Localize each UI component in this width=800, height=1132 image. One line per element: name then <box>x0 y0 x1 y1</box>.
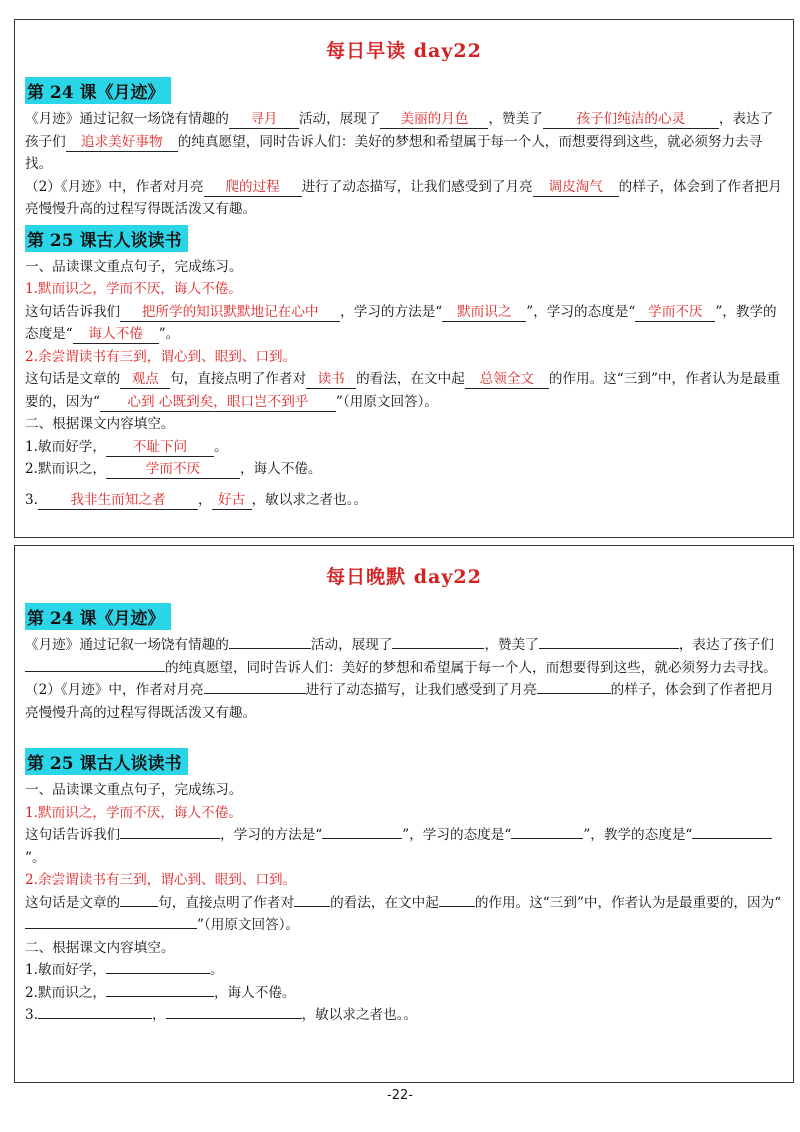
empty-blank[interactable] <box>229 648 311 649</box>
evening-section1-heading: 一、品读课文重点句子，完成练习。 <box>25 782 243 798</box>
morning-quote2-question: 这句话是文章的 观点 句，直接点明了作者对 读书 的看法，在文中起 总领全文 的作用。这“三到”中，作者认为是最重要的，因为“ 心到 心既到矣，眼口岂不到乎 ”（用原文回答）。 <box>25 371 781 410</box>
empty-blank[interactable] <box>166 1018 302 1019</box>
morning-lesson24-para1: 《月迹》通过记叙一场饶有情趣的 寻月 活动，展现了 美丽的月色 ，赞美了 孩子们纯洁的心灵 ，表达了孩子们 追求美好事物 的纯真愿望，同时告诉人们：美好的梦想和希望属于每一个人，而想要得到这些，就必须努力去寻找。 <box>25 111 774 172</box>
evening-lesson24-para1: 《月迹》通过记叙一场饶有情趣的 活动，展现了 ，赞美了 ，表达了孩子们的纯真愿望，同时告诉人们：美好的梦想和希望属于每一个人，而想要得到这些，就必须努力去寻找。 <box>25 637 777 676</box>
morning-section2-heading: 二、根据课文内容填空。 <box>25 416 175 432</box>
answer-blank: 读书 <box>306 370 356 389</box>
empty-blank[interactable] <box>392 648 484 649</box>
answer-blank: 美丽的月色 <box>380 110 488 129</box>
empty-blank[interactable] <box>38 1018 152 1019</box>
morning-section1-heading: 一、品读课文重点句子，完成练习。 <box>25 258 243 275</box>
answer-blank: 寻月 <box>229 110 299 129</box>
answer-blank: 爬的过程 <box>204 178 302 197</box>
answer-blank: 好古 <box>212 491 252 510</box>
empty-blank[interactable] <box>106 996 214 997</box>
evening-lesson24-para2: （2）《月迹》中，作者对月亮 进行了动态描写，让我们感受到了月亮 的样子，体会到了作者把月亮慢慢升高的过程写得既活泼又有趣。 <box>25 682 774 721</box>
empty-blank[interactable] <box>439 906 475 907</box>
morning-lesson24-para2: （2）《月迹》中，作者对月亮 爬的过程 进行了动态描写，让我们感受到了月亮 调皮淘气 的样子，体会到了作者把月亮慢慢升高的过程写得既活泼又有趣。 <box>25 178 782 217</box>
morning-quote1-question: 这句话告诉我们 把所学的知识默默地记在心中 ，学习的方法是“ 默而识之 ”，学习的态度是“ 学而不厌 ”，教学的态度是“ 诲人不倦 ”。 <box>25 303 777 342</box>
morning-fill3: 3. 我非生而知之者 ， 好古 ，敏以求之者也。。 <box>25 491 368 508</box>
evening-quote1: 1.默而识之，学而不厌，诲人不倦。 <box>25 804 242 821</box>
answer-blank: 孩子们纯洁的心灵 <box>543 110 719 129</box>
empty-blank[interactable] <box>106 973 210 974</box>
evening-fill3: 3. ， ，敏以求之者也。。 <box>25 1007 418 1023</box>
answer-blank: 心到 心既到矣，眼口岂不到乎 <box>100 393 336 412</box>
empty-blank[interactable] <box>539 648 679 649</box>
empty-blank[interactable] <box>692 838 772 839</box>
morning-lesson24-heading: 第 24 课《月迹》 <box>25 77 171 104</box>
morning-fill2: 2.默而识之， 学而不厌 ，诲人不倦。 <box>25 461 322 477</box>
morning-lesson25-heading: 第 25 课古人谈读书 <box>25 225 188 252</box>
evening-quote1-question: 这句话告诉我们 ，学习的方法是“ ”，学习的态度是“ ”，教学的态度是“”。 <box>25 824 783 869</box>
empty-blank[interactable] <box>322 838 402 839</box>
evening-dictation-box <box>14 545 794 1083</box>
answer-blank: 学而不厌 <box>106 460 240 479</box>
evening-quote2: 2.余尝谓读书有三到，谓心到、眼到、口到。 <box>25 872 297 888</box>
answer-blank: 追求美好事物 <box>66 133 178 152</box>
page-number: -22- <box>387 1088 413 1103</box>
empty-blank[interactable] <box>204 693 306 694</box>
evening-quote2-question: 这句话是文章的 句，直接点明了作者对 的看法，在文中起 的作用。这“三到”中，作者认为是最重要的，因为“”（用原文回答）。 <box>25 894 782 933</box>
evening-fill2: 2.默而识之， ，诲人不倦。 <box>25 984 296 1001</box>
morning-fill1: 1.敏而好学， 不耻下问 。 <box>25 438 228 455</box>
empty-blank[interactable] <box>511 838 583 839</box>
empty-blank[interactable] <box>120 906 158 907</box>
answer-blank: 我非生而知之者 <box>38 491 198 510</box>
morning-title: 每日早读 day22 <box>326 40 482 62</box>
evening-section2-heading: 二、根据课文内容填空。 <box>25 939 175 956</box>
evening-lesson25-heading: 第 25 课古人谈读书 <box>25 748 188 775</box>
answer-blank: 不耻下问 <box>106 438 214 457</box>
answer-blank: 把所学的知识默默地记在心中 <box>120 303 340 322</box>
evening-lesson24-heading: 第 24 课《月迹》 <box>25 603 171 630</box>
morning-reading-box <box>14 19 794 538</box>
empty-blank[interactable] <box>120 838 220 839</box>
answer-blank: 默而识之 <box>442 303 526 322</box>
answer-blank: 调皮淘气 <box>533 178 619 197</box>
empty-blank[interactable] <box>537 693 611 694</box>
evening-fill1: 1.敏而好学， 。 <box>25 962 224 978</box>
morning-quote1: 1.默而识之，学而不厌，诲人不倦。 <box>25 281 242 297</box>
answer-blank: 观点 <box>120 370 170 389</box>
answer-blank: 诲人不倦 <box>73 325 159 344</box>
answer-blank: 学而不厌 <box>635 303 715 322</box>
empty-blank[interactable] <box>25 928 197 929</box>
empty-blank[interactable] <box>25 671 165 672</box>
evening-title: 每日晚默 day22 <box>326 566 482 588</box>
empty-blank[interactable] <box>294 906 330 907</box>
morning-quote2: 2.余尝谓读书有三到，谓心到、眼到、口到。 <box>25 348 297 365</box>
answer-blank: 总领全文 <box>465 370 549 389</box>
